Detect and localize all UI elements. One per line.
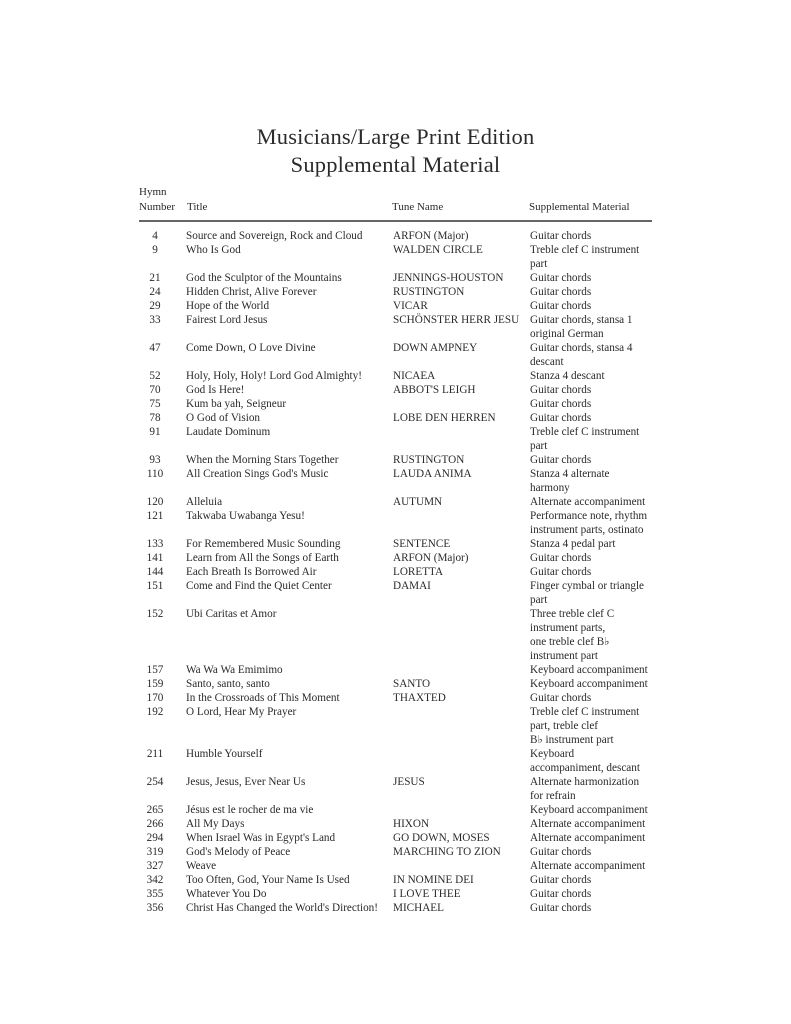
spacer	[171, 579, 186, 607]
spacer	[171, 397, 186, 411]
table-row	[139, 775, 654, 803]
tune-name: DAMAI	[393, 580, 431, 592]
supplemental-material	[530, 691, 654, 705]
hymn-number: 192	[146, 706, 164, 718]
hymn-title: Kum ba yah, Seigneur	[186, 398, 287, 410]
tune-name: VICAR	[393, 300, 428, 312]
supplemental-material	[530, 425, 654, 453]
spacer	[171, 873, 186, 887]
supplemental-material	[530, 663, 654, 677]
spacer	[171, 817, 186, 831]
hymn-title: Come Down, O Love Divine	[186, 342, 316, 354]
table-row	[139, 467, 654, 495]
spacer	[171, 495, 186, 509]
tune-name: ARFON (Major)	[393, 552, 469, 564]
supplemental-line: Finger cymbal or triangle	[530, 580, 645, 592]
hymn-number: 319	[146, 846, 164, 858]
supplemental-line: B♭ instrument part	[530, 734, 614, 746]
hymn-number: 75	[149, 398, 161, 410]
hymn-title: God the Sculptor of the Mountains	[186, 272, 342, 284]
hymn-title: Who Is God	[186, 244, 241, 256]
supplemental-material	[530, 845, 654, 859]
tune-name: MARCHING TO ZION	[393, 846, 501, 858]
hymn-number: 254	[146, 776, 164, 788]
table-row	[139, 453, 654, 467]
tune-name: SANTO	[393, 678, 431, 690]
tune-name	[393, 747, 530, 775]
table-row	[139, 341, 654, 369]
supplemental-line: part	[530, 440, 548, 452]
hymn-number: 141	[146, 552, 164, 564]
table-row	[139, 397, 654, 411]
tune-name	[393, 425, 530, 453]
hymn-title: In the Crossroads of This Moment	[186, 692, 340, 704]
supplemental-line: Guitar chords	[530, 566, 592, 578]
supplemental-line: Guitar chords	[530, 902, 592, 914]
supplemental-line: Keyboard accompaniment	[530, 804, 648, 816]
supplemental-material	[530, 369, 654, 383]
table-row	[139, 873, 654, 887]
table-row	[139, 411, 654, 425]
supplemental-material	[530, 397, 654, 411]
hymn-title: O Lord, Hear My Prayer	[186, 706, 297, 718]
spacer	[171, 887, 186, 901]
tune-name	[393, 859, 530, 873]
header-title: Title	[187, 201, 208, 213]
supplemental-material	[530, 271, 654, 285]
spacer	[171, 607, 186, 663]
supplemental-line: part	[530, 594, 548, 606]
table-row	[139, 901, 654, 915]
hymn-title: Learn from All the Songs of Earth	[186, 552, 339, 564]
supplemental-line: Keyboard accompaniment	[530, 664, 648, 676]
supplemental-material	[530, 495, 654, 509]
table-row	[139, 859, 654, 873]
supplemental-material	[530, 859, 654, 873]
hymn-number: 24	[149, 286, 161, 298]
supplemental-line: Guitar chords	[530, 454, 592, 466]
spacer	[171, 831, 186, 845]
header-divider	[139, 220, 652, 222]
hymn-number: 52	[149, 370, 161, 382]
tune-name: WALDEN CIRCLE	[393, 244, 483, 256]
hymn-number: 170	[146, 692, 164, 704]
table-row	[139, 817, 654, 831]
supplemental-line: Guitar chords	[530, 398, 592, 410]
supplemental-material	[530, 467, 654, 495]
table-row	[139, 705, 654, 747]
tune-name	[393, 705, 530, 747]
hymn-number: 21	[149, 272, 161, 284]
hymn-title: Whatever You Do	[186, 888, 267, 900]
table-row	[139, 887, 654, 901]
hymn-title: Santo, santo, santo	[186, 678, 270, 690]
supplemental-line: Alternate accompaniment	[530, 818, 646, 830]
supplemental-material	[530, 887, 654, 901]
hymn-title: Wa Wa Wa Emimimo	[186, 664, 283, 676]
supplemental-line: Three treble clef C	[530, 608, 615, 620]
spacer	[171, 565, 186, 579]
supplemental-line: part	[530, 258, 548, 270]
table-row	[139, 565, 654, 579]
table-row	[139, 579, 654, 607]
table-row	[139, 607, 654, 663]
hymn-number: 151	[146, 580, 164, 592]
supplemental-material	[530, 705, 654, 747]
tune-name: IN NOMINE DEI	[393, 874, 474, 886]
spacer	[171, 677, 186, 691]
table-row	[139, 747, 654, 775]
supplemental-material	[530, 831, 654, 845]
supplemental-material	[530, 775, 654, 803]
spacer	[171, 691, 186, 705]
supplemental-line: Guitar chords	[530, 412, 592, 424]
hymn-title: When Israel Was in Egypt's Land	[186, 832, 336, 844]
spacer	[171, 663, 186, 677]
hymn-number: 355	[146, 888, 164, 900]
supplemental-line: Keyboard accompaniment	[530, 678, 648, 690]
supplemental-material	[530, 803, 654, 817]
supplemental-material	[530, 873, 654, 887]
supplemental-material	[530, 229, 654, 243]
supplemental-line: Guitar chords	[530, 846, 592, 858]
supplemental-material	[530, 411, 654, 425]
tune-name	[393, 509, 530, 537]
table-row	[139, 383, 654, 397]
hymn-number: 33	[149, 314, 161, 326]
hymn-title: Source and Sovereign, Rock and Cloud	[186, 230, 363, 242]
tune-name: GO DOWN, MOSES	[393, 832, 490, 844]
header-supplemental-material: Supplemental Material	[529, 201, 630, 213]
table-row	[139, 369, 654, 383]
table-row	[139, 299, 654, 313]
supplemental-line: for refrain	[530, 790, 576, 802]
hymn-title: All My Days	[186, 818, 245, 830]
spacer	[171, 271, 186, 285]
supplemental-material	[530, 509, 654, 537]
supplemental-material	[530, 299, 654, 313]
tune-name: SCHÖNSTER HERR JESU	[393, 314, 520, 326]
hymn-title: All Creation Sings God's Music	[186, 468, 329, 480]
tune-name: LAUDA ANIMA	[393, 468, 472, 480]
header-number: Number	[139, 201, 176, 213]
tune-name: LORETTA	[393, 566, 444, 578]
supplemental-line: Stanza 4 descant	[530, 370, 605, 382]
supplemental-line: Guitar chords	[530, 286, 592, 298]
spacer	[171, 341, 186, 369]
hymn-title: Humble Yourself	[186, 748, 263, 760]
table-row	[139, 831, 654, 845]
hymn-number: 121	[146, 510, 164, 522]
supplemental-line: one treble clef B♭	[530, 636, 610, 648]
page-subtitle: Supplemental Material	[290, 152, 501, 177]
hymn-title: Alleluia	[186, 496, 223, 508]
supplemental-material	[530, 817, 654, 831]
table-row	[139, 425, 654, 453]
hymn-number: 356	[146, 902, 164, 914]
hymn-number: 78	[149, 412, 161, 424]
supplemental-line: Guitar chords	[530, 552, 592, 564]
supplemental-line: Alternate harmonization	[530, 776, 640, 788]
table-row	[139, 313, 654, 341]
supplemental-line: instrument parts, ostinato	[530, 524, 644, 536]
table-row	[139, 551, 654, 565]
supplemental-line: Alternate accompaniment	[530, 860, 646, 872]
tune-name: MICHAEL	[393, 902, 444, 914]
tune-name	[393, 663, 530, 677]
page-title: Musicians/Large Print Edition	[256, 124, 535, 149]
tune-name: ABBOT'S LEIGH	[393, 384, 476, 396]
supplemental-material	[530, 565, 654, 579]
supplemental-line: Alternate accompaniment	[530, 832, 646, 844]
table-row	[139, 537, 654, 551]
supplemental-line: Guitar chords	[530, 888, 592, 900]
table-row	[139, 243, 654, 271]
spacer	[171, 747, 186, 775]
hymn-number: 120	[146, 496, 164, 508]
spacer	[171, 775, 186, 803]
tune-name: LOBE DEN HERREN	[393, 412, 496, 424]
hymn-title: Ubi Caritas et Amor	[186, 608, 277, 620]
hymn-title: Jésus est le rocher de ma vie	[186, 804, 314, 816]
hymn-title: Each Breath Is Borrowed Air	[186, 566, 317, 578]
tune-name	[393, 803, 530, 817]
hymn-title: Come and Find the Quiet Center	[186, 580, 332, 592]
supplemental-material	[530, 285, 654, 299]
tune-name: THAXTED	[393, 692, 446, 704]
hymn-title: Jesus, Jesus, Ever Near Us	[186, 776, 306, 788]
hymn-number: 93	[149, 454, 161, 466]
spacer	[171, 383, 186, 397]
tune-name	[393, 607, 530, 663]
hymn-title: Hope of the World	[186, 300, 270, 312]
spacer	[171, 425, 186, 453]
hymn-number: 157	[146, 664, 164, 676]
hymn-number: 152	[146, 608, 164, 620]
spacer	[171, 285, 186, 299]
spacer	[171, 411, 186, 425]
tune-name: JENNINGS-HOUSTON	[393, 272, 504, 284]
spacer	[171, 299, 186, 313]
supplemental-line: Treble clef C instrument	[530, 426, 640, 438]
supplemental-line: Treble clef C instrument	[530, 706, 640, 718]
table-row	[139, 691, 654, 705]
hymn-number: 266	[146, 818, 164, 830]
supplemental-material	[530, 243, 654, 271]
header-tune-name: Tune Name	[392, 201, 444, 213]
supplemental-line: instrument parts,	[530, 622, 606, 634]
table-row	[139, 663, 654, 677]
hymn-number: 9	[152, 244, 158, 256]
hymn-number: 70	[149, 384, 161, 396]
table-row	[139, 285, 654, 299]
hymn-number: 133	[146, 538, 164, 550]
spacer	[171, 467, 186, 495]
hymn-title: God's Melody of Peace	[186, 846, 291, 858]
supplemental-line: Guitar chords	[530, 384, 592, 396]
hymn-number: 327	[146, 860, 164, 872]
supplemental-material	[530, 747, 654, 775]
supplemental-line: Guitar chords	[530, 692, 592, 704]
supplemental-line: harmony	[530, 482, 570, 494]
spacer	[171, 901, 186, 915]
tune-name	[393, 397, 530, 411]
spacer	[171, 859, 186, 873]
hymn-title: Fairest Lord Jesus	[186, 314, 268, 326]
hymn-number: 144	[146, 566, 164, 578]
spacer	[171, 845, 186, 859]
table-row	[139, 677, 654, 691]
supplemental-material	[530, 537, 654, 551]
tune-name: ARFON (Major)	[393, 230, 469, 242]
supplemental-line: Guitar chords, stansa 4	[530, 342, 633, 354]
hymn-title: Christ Has Changed the World's Direction!	[186, 902, 378, 914]
tune-name: NICAEA	[393, 370, 436, 382]
supplemental-material	[530, 901, 654, 915]
table-row	[139, 845, 654, 859]
table-row	[139, 803, 654, 817]
tune-name: SENTENCE	[393, 538, 451, 550]
tune-name: RUSTINGTON	[393, 454, 465, 466]
table-row	[139, 495, 654, 509]
supplemental-material	[530, 607, 654, 663]
hymn-title: Laudate Dominum	[186, 426, 271, 438]
hymn-number: 342	[146, 874, 164, 886]
supplemental-line: Treble clef C instrument	[530, 244, 640, 256]
spacer	[171, 369, 186, 383]
spacer	[171, 509, 186, 537]
tune-name: I LOVE THEE	[393, 888, 461, 900]
supplemental-material	[530, 677, 654, 691]
spacer	[171, 803, 186, 817]
tune-name: AUTUMN	[393, 496, 443, 508]
supplemental-material	[530, 383, 654, 397]
supplemental-line: Keyboard	[530, 748, 575, 760]
hymn-number: 110	[146, 468, 164, 480]
hymn-number: 159	[146, 678, 164, 690]
supplemental-line: part, treble clef	[530, 720, 599, 732]
header-hymn: Hymn	[139, 186, 167, 198]
hymn-number: 294	[146, 832, 164, 844]
spacer	[171, 551, 186, 565]
hymn-number: 265	[146, 804, 164, 816]
supplemental-line: Guitar chords	[530, 874, 592, 886]
supplemental-line: instrument part	[530, 650, 599, 662]
hymn-title: Weave	[186, 860, 217, 872]
hymn-title: Takwaba Uwabanga Yesu!	[186, 510, 305, 522]
tune-name: RUSTINGTON	[393, 286, 465, 298]
supplemental-material	[530, 579, 654, 607]
supplemental-material	[530, 313, 654, 341]
tune-name: JESUS	[393, 776, 425, 788]
spacer	[171, 705, 186, 747]
supplemental-line: Guitar chords	[530, 300, 592, 312]
hymn-number: 91	[149, 426, 161, 438]
supplemental-line: Alternate accompaniment	[530, 496, 646, 508]
hymn-title: Too Often, God, Your Name Is Used	[186, 874, 350, 886]
hymn-title: For Remembered Music Sounding	[186, 538, 341, 550]
spacer	[171, 537, 186, 551]
supplemental-line: accompaniment, descant	[530, 762, 640, 774]
hymn-title: Holy, Holy, Holy! Lord God Almighty!	[186, 370, 362, 382]
spacer	[171, 243, 186, 271]
hymn-title: Hidden Christ, Alive Forever	[186, 286, 317, 298]
supplemental-line: Guitar chords, stansa 1	[530, 314, 633, 326]
spacer	[171, 453, 186, 467]
spacer	[171, 313, 186, 341]
supplemental-line: Stanza 4 pedal part	[530, 538, 616, 550]
supplemental-line: Performance note, rhythm	[530, 510, 648, 522]
supplemental-line: Guitar chords	[530, 230, 592, 242]
spacer	[171, 229, 186, 243]
supplemental-line: original German	[530, 328, 604, 340]
hymn-table	[139, 229, 654, 915]
table-row	[139, 509, 654, 537]
supplemental-material	[530, 341, 654, 369]
hymn-number: 47	[149, 342, 161, 354]
hymn-title: O God of Vision	[186, 412, 261, 424]
supplemental-material	[530, 453, 654, 467]
hymn-title: God Is Here!	[186, 384, 245, 396]
tune-name: DOWN AMPNEY	[393, 342, 478, 354]
hymn-number: 29	[149, 300, 161, 312]
table-row	[139, 271, 654, 285]
table-row	[139, 229, 654, 243]
tune-name: HIXON	[393, 818, 430, 830]
hymn-number: 4	[152, 230, 158, 242]
hymn-title: When the Morning Stars Together	[186, 454, 339, 466]
supplemental-line: Stanza 4 alternate	[530, 468, 610, 480]
supplemental-line: Guitar chords	[530, 272, 592, 284]
supplemental-material	[530, 551, 654, 565]
hymn-number: 211	[146, 748, 164, 760]
supplemental-line: descant	[530, 356, 564, 368]
